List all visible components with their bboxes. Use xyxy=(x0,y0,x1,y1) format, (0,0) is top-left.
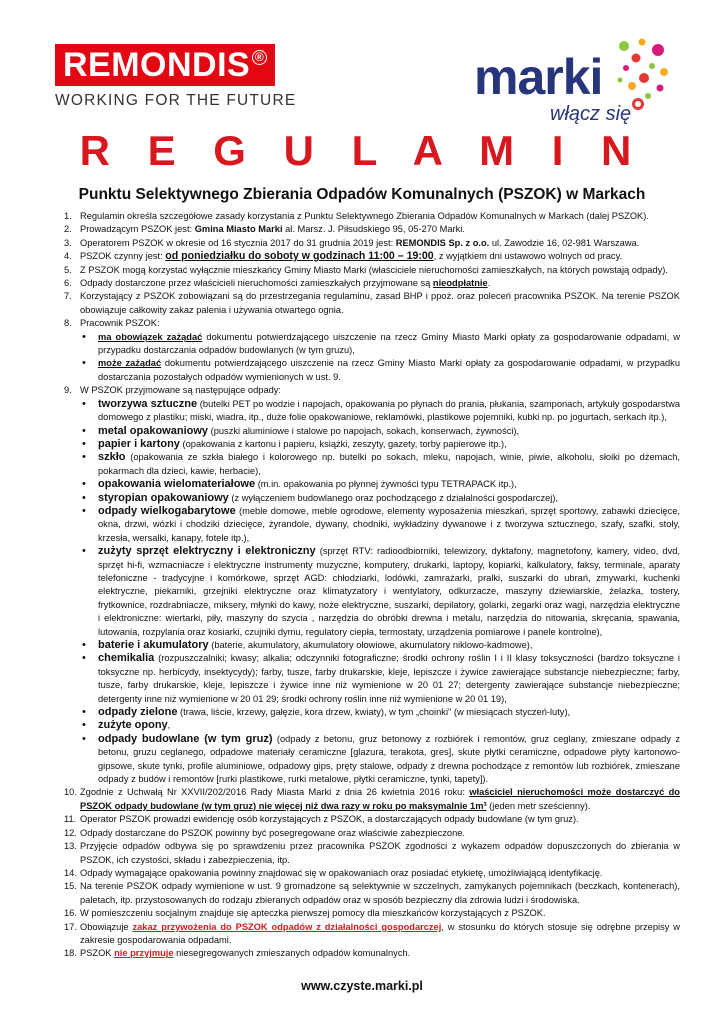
rule-item xyxy=(64,907,680,920)
rule-number: 8. xyxy=(64,318,72,329)
rule-text: (z wyłączeniem budowlanego oraz pochodzącego z działalności gospodarczej), xyxy=(228,492,559,503)
rule-item xyxy=(64,384,680,786)
rule-number: 3. xyxy=(64,237,72,248)
rule-text: W pomieszczeniu socjalnym znajduje się apteczka pierwszej pomocy dla mieszkańców korzystających z PSZOK. xyxy=(80,908,546,919)
emphasis-text: metal opakowaniowy xyxy=(98,424,209,437)
rule-item xyxy=(64,317,680,384)
bullet-item xyxy=(80,545,680,639)
bullet-item xyxy=(80,733,680,787)
emphasis-text: opakowania wielomateriałowe xyxy=(98,478,256,491)
emphasis-text: zużyte opony xyxy=(98,719,168,732)
rule-text: Odpady dostarczone przez właścicieli nieruchomości zamieszkałych przyjmowane są xyxy=(80,278,433,289)
rule-text: niesegregowanych zmieszanych odpadów komunalnych. xyxy=(173,948,411,959)
rule-number: 1. xyxy=(64,211,72,221)
emphasis-text: papier i kartony xyxy=(98,437,180,450)
rule-item xyxy=(64,290,680,317)
marki-logo-name: marki xyxy=(474,49,603,105)
bullet-icon: • xyxy=(82,451,86,464)
emphasis-text: może zażądać xyxy=(98,358,162,369)
remondis-logo-name: REMONDIS xyxy=(63,46,251,84)
marki-logo xyxy=(472,38,672,126)
rule-text: PSZOK czynny jest: xyxy=(80,251,166,262)
remondis-logo xyxy=(55,44,297,110)
emphasis-text: Gmina Miasto Marki xyxy=(194,224,283,235)
rule-text: (trawa, liście, krzewy, gałęzie, kora drzew, kwiaty), w tym „choinki" (w miesiącach styczeń-luty), xyxy=(177,707,571,718)
bullet-icon: • xyxy=(82,706,86,719)
rule-text: Przyjęcie odpadów odbywa się po sprawdzeniu przez pracownika PSZOK zgodności z wykazem odpadów dopuszczonych do zbierania w PSZOK, ich czystości, składu i zabezpieczenia, itp. xyxy=(80,841,680,865)
emphasis-text: styropian opakowaniowy xyxy=(98,491,229,504)
emphasis-text: REMONDIS Sp. z o.o. xyxy=(395,237,490,248)
rule-text: Z PSZOK mogą korzystać wyłącznie mieszkańcy Gminy Miasto Marki (właściciele nieruchomości zamieszkałych, na których powstają odpady). xyxy=(80,264,668,275)
rule-item xyxy=(64,813,680,826)
remondis-logo-box xyxy=(55,44,275,86)
rule-text: Obowiązuje xyxy=(80,921,133,932)
rule-text: (baterie, akumulatory, akumulatory ołowiowe, akumulatory niklowo-kadmowe), xyxy=(208,640,533,650)
rule-item xyxy=(64,867,680,880)
rule-number: 10. xyxy=(64,787,77,798)
bullet-icon: • xyxy=(82,478,86,491)
rule-text: Odpady dostarczane do PSZOK powinny być posegregowane oraz właściwie zabezpieczone. xyxy=(80,827,466,838)
rule-text: Operatorem PSZOK w okresie od 16 stycznia 2017 do 31 grudnia 2019 jest: xyxy=(80,237,396,248)
rule-text: PSZOK xyxy=(80,948,115,959)
rule-text: (m.in. opakowania po płynnej żywności typu TETRAPACK itp.), xyxy=(255,479,517,490)
bullet-icon: • xyxy=(82,732,86,745)
rule-item xyxy=(64,210,680,223)
rule-text: Odpady wymagające opakowania powinny znajdować się w opakowaniach oraz posiadać etykietę, umożliwiającą identyfikację. xyxy=(80,867,603,878)
rule-number: 9. xyxy=(64,385,72,396)
emphasis-text: odpady wielkogabarytowe xyxy=(98,504,236,517)
rule-text: , xyxy=(167,720,171,731)
rule-number: 6. xyxy=(64,278,72,289)
bullet-item xyxy=(80,492,680,505)
rule-number: 18. xyxy=(64,948,77,959)
bullet-icon: • xyxy=(82,719,86,732)
bullet-list xyxy=(80,331,680,385)
rule-text: dokumentu potwierdzającego uiszczenie na rzecz Gminy Miasto Marki opłaty za gospodarowanie odpadami, w przypadku dostarczania odpadów budowlanych (w tym gruzu), xyxy=(98,331,680,356)
emphasis-text: właściciel nieruchomości może dostarczyć do PSZOK odpady budowlane (w tym gruz) nie więcej niż dwa razy w roku po maksymalnie 1m³ xyxy=(80,787,680,811)
rule-text: Operator PSZOK prowadzi ewidencję osób korzystających z PSZOK, a dostarczających odpady budowlane (w tym gruz). xyxy=(80,814,579,825)
rule-item xyxy=(64,880,680,907)
registered-mark-icon: ® xyxy=(252,50,267,65)
rule-text: (puszki aluminiowe i stalowe po napojach, sokach, konserwach, żywności), xyxy=(208,425,520,436)
rule-number: 16. xyxy=(64,908,77,919)
rule-text: Korzystający z PSZOK zobowiązani są do przestrzegania regulaminu, zasad BHP i ppoż. oraz poleceń pracownika PSZOK. Na terenie PSZOK obowiązuje całkowity zakaz palenia i używania otwartego ognia. xyxy=(80,291,680,315)
bullet-icon: • xyxy=(82,652,86,665)
emphasis-text: odpady budowlane (w tym gruz) xyxy=(98,732,273,745)
rule-text: Regulamin określa szczegółowe zasady korzystania z Punktu Selektywnego Zbierania Odpadów Komunalnych w Markach (dalej PSZOK). xyxy=(80,211,649,221)
rule-text: (jeden metr sześcienny). xyxy=(486,800,591,811)
rule-number: 15. xyxy=(64,881,77,892)
bullet-icon: • xyxy=(82,330,86,343)
rule-item xyxy=(64,947,680,960)
rule-text: , w stosunku do których stosuje się odrębne przepisy w zakresie gospodarowania odpadami. xyxy=(80,921,680,945)
bullet-item xyxy=(80,719,680,732)
emphasis-text: ma obowiązek zażądać xyxy=(98,331,203,342)
rule-number: 2. xyxy=(64,224,72,235)
bullet-item xyxy=(80,357,680,384)
rule-text: (opakowania ze szkła białego i kolorowego np. butelki po sokach, mleku, napojach, winie, piwie, alkoholu, słoiki po dżemach, pokarmach dla dzieci, kawie, herbacie), xyxy=(98,452,680,476)
rule-number: 17. xyxy=(64,921,77,932)
bullet-item xyxy=(80,331,680,358)
rule-text: Prowadzącym PSZOK jest: xyxy=(80,224,195,235)
rule-text: dokumentu potwierdzającego uiszczenie na rzecz Gminy Miasto Marki opłaty za gospodarowanie odpadami, w przypadku dostarczania pozostałych odpadów wymienionych w ust. 9. xyxy=(98,358,680,382)
rule-number: 14. xyxy=(64,867,77,878)
rule-item xyxy=(64,264,680,277)
document-subtitle: Punktu Selektywnego Zbierania Odpadów Komunalnych (PSZOK) w Markach xyxy=(78,186,646,203)
bullet-list xyxy=(80,398,680,787)
rule-text: al. Marsz. J. Piłsudskiego 95, 05-270 Marki. xyxy=(282,224,465,235)
bullet-icon: • xyxy=(82,357,86,370)
rule-text: Zgodnie z Uchwałą Nr XXVII/202/2016 Rady Miasta Marki z dnia 26 kwietnia 2016 roku: xyxy=(80,787,470,798)
emphasis-text: zakaz przywożenia do PSZOK odpadów z działalności gospodarczej xyxy=(132,921,442,932)
rule-number: 12. xyxy=(64,827,77,838)
emphasis-text: tworzywa sztuczne xyxy=(98,397,198,410)
rule-text: . xyxy=(487,278,491,289)
bullet-item xyxy=(80,505,680,545)
rule-item xyxy=(64,223,680,236)
footer-website: www.czyste.marki.pl xyxy=(301,979,423,993)
emphasis-text: nieodpłatnie xyxy=(432,278,488,289)
bullet-icon: • xyxy=(82,491,86,504)
rule-item xyxy=(64,840,680,867)
rule-number: 4. xyxy=(64,251,72,262)
bullet-icon: • xyxy=(82,437,86,450)
rule-text: (odpady z betonu, gruz betonowy z rozbiórek i remontów, gruz ceglany, zmieszane odpady z betonu, gruzu ceglanego, odpadowe materiały ceramiczne [glazura, terakota, gres], skute płytki ceramiczne, odpadowe płyty kartonowo-gipsowe, skute tynki, profile aluminiowe, odpadowy gips, pręty stalowe, odpady z drewna pochodzące z remontów lub rozbiórek, zmieszane odpady z budów i remontów [rurki plastikowe, rurki metalowe, płytki ceramiczne, tynki, tapety]). xyxy=(98,733,680,785)
rule-text: (meble domowe, meble ogrodowe, elementy wyposażenia mieszkań, sprzęt sportowy, zabawki dziecięce, okna, drzwi, wózki i chodziki dziecięce, żyrandole, dywany, chodniki, wykładziny dywanowe i z tworzywa sztucznego, szafy, szafki, stoły, krzesła, wersalki, kanapy, fotele itp.), xyxy=(98,505,681,543)
bullet-icon: • xyxy=(82,639,86,651)
emphasis-text: od poniedziałku do soboty w godzinach 11:00 – 19:00 xyxy=(165,250,434,263)
bullet-icon: • xyxy=(82,545,86,558)
bullet-item xyxy=(80,425,680,438)
emphasis-text: zużyty sprzęt elektryczny i elektroniczny xyxy=(98,545,316,558)
bullet-item xyxy=(80,706,680,719)
bullet-item xyxy=(80,478,680,491)
rule-text: Na terenie PSZOK odpady wymienione w ust. 9 gromadzone są selektywnie w szczelnych, zamykanych pojemnikach (beczkach, kontenerach), paletach, itp. przystosowanych do rodzaju zbieranych odpadów oraz w sposób bezpieczny dla zdrowia ludzi i środowiska. xyxy=(80,881,680,905)
rule-text: (butelki PET po wodzie i napojach, opakowania po płynach do prania, płukania, szamponach, artykuły gospodarstwa domowego z plastiku; miski, wiadra, itp., duże folie opakowaniowe, reklamówki, plastikowe pojemniki, kubki np. po jogurtach, serkach itp.), xyxy=(98,398,680,423)
bullet-item xyxy=(80,639,680,652)
bullet-item xyxy=(80,451,680,478)
rules-list xyxy=(64,210,680,961)
document-title: R E G U L A M I N xyxy=(79,127,645,174)
rule-item xyxy=(64,921,680,948)
rule-number: 11. xyxy=(64,814,77,825)
rule-item xyxy=(64,250,680,263)
rule-number: 7. xyxy=(64,291,72,302)
emphasis-text: nie przyjmuje xyxy=(114,948,174,959)
bullet-item xyxy=(80,398,680,425)
rule-item xyxy=(64,827,680,840)
rule-text: (rozpuszczalniki; kwasy; alkalia; odczynniki fotograficzne; środki ochrony roślin I i II klasy toksyczności (bardzo toksyczne i toksyczne np. herbicydy, insektycydy); farby, tusze, farby drukarskie, kleje, lepiszcze i żywice zawierające substancje niebezpieczne; farby, tusze, farby drukarskie, kleje, lepiszcze i żywice inne niż wymienione w 20 01 27; detergenty zawierające substancje niebezpieczne; detergenty inne niż wymienione w 20 01 29; środki ochrony roślin inne niż wymienione w 20 01 19), xyxy=(98,653,680,704)
emphasis-text: szkło xyxy=(98,451,126,464)
rule-item xyxy=(64,237,680,250)
marki-logo-slogan: włącz się xyxy=(550,103,632,125)
bullet-icon: • xyxy=(82,424,86,437)
emphasis-text: odpady zielone xyxy=(98,706,178,719)
rule-text: , z wyjątkiem dni ustawowo wolnych od pracy. xyxy=(433,251,623,262)
rule-number: 5. xyxy=(64,264,72,275)
emphasis-text: chemikalia xyxy=(98,652,155,665)
emphasis-text: baterie i akumulatory xyxy=(98,639,209,651)
rule-text: Pracownik PSZOK: xyxy=(80,318,160,329)
rule-item xyxy=(64,786,680,813)
rule-item xyxy=(64,277,680,290)
rule-text: W PSZOK przyjmowane są następujące odpady: xyxy=(80,385,282,396)
bullet-item xyxy=(80,438,680,451)
bullet-icon: • xyxy=(82,397,86,410)
bullet-item xyxy=(80,652,680,706)
rule-text: (sprzęt RTV: radioodbiorniki, telewizory, dyktafony, magnetofony, kamery, video, dvd, sprzęt hi-fi, wzmacniacze i elektryczne instrumenty muzyczne, komputery, drukarki, laptopy, kopiarki, kalkulatory, faksy, terminale, aparaty telefoniczne - tradycyjne i komórkowe, sprzęt AGD: chłodziarki, lodówki, zamrażarki, pralki, suszarki do ubrań, zmywarki, kuchenki elektryczne, piekarniki, grzejniki elektryczne oraz klimatyzatory i wentylatory, odkurzacze, maszyny dziewiarskie, żelazka, tostery, frytkownice, rozdrabniacze, miksery, młynki do kawy, noże elektryczne, suszarki, depilatory, golarki, zegarki oraz wagi, narzędzia elektryczne i elektroniczne: wiertarki, piły, maszyny do szycia , narzędzia do obróbki drewna i metalu, narzędzia do nitowania, skręcania, spawania, lutowania, rozpylania oraz kosiarki, czujniki dymu, regulatory ciepła, termostaty, urządzenia pomiarowe i panele kontrolne), xyxy=(98,546,680,637)
remondis-tagline: WORKING FOR THE FUTURE xyxy=(55,92,297,109)
rule-text: (opakowania z kartonu i papieru, książki, zeszyty, gazety, torby papierowe itp.), xyxy=(179,438,507,449)
rule-number: 13. xyxy=(64,841,77,852)
rule-text: ul. Zawodzie 16, 02-981 Warszawa. xyxy=(489,237,640,248)
bullet-icon: • xyxy=(82,504,86,517)
